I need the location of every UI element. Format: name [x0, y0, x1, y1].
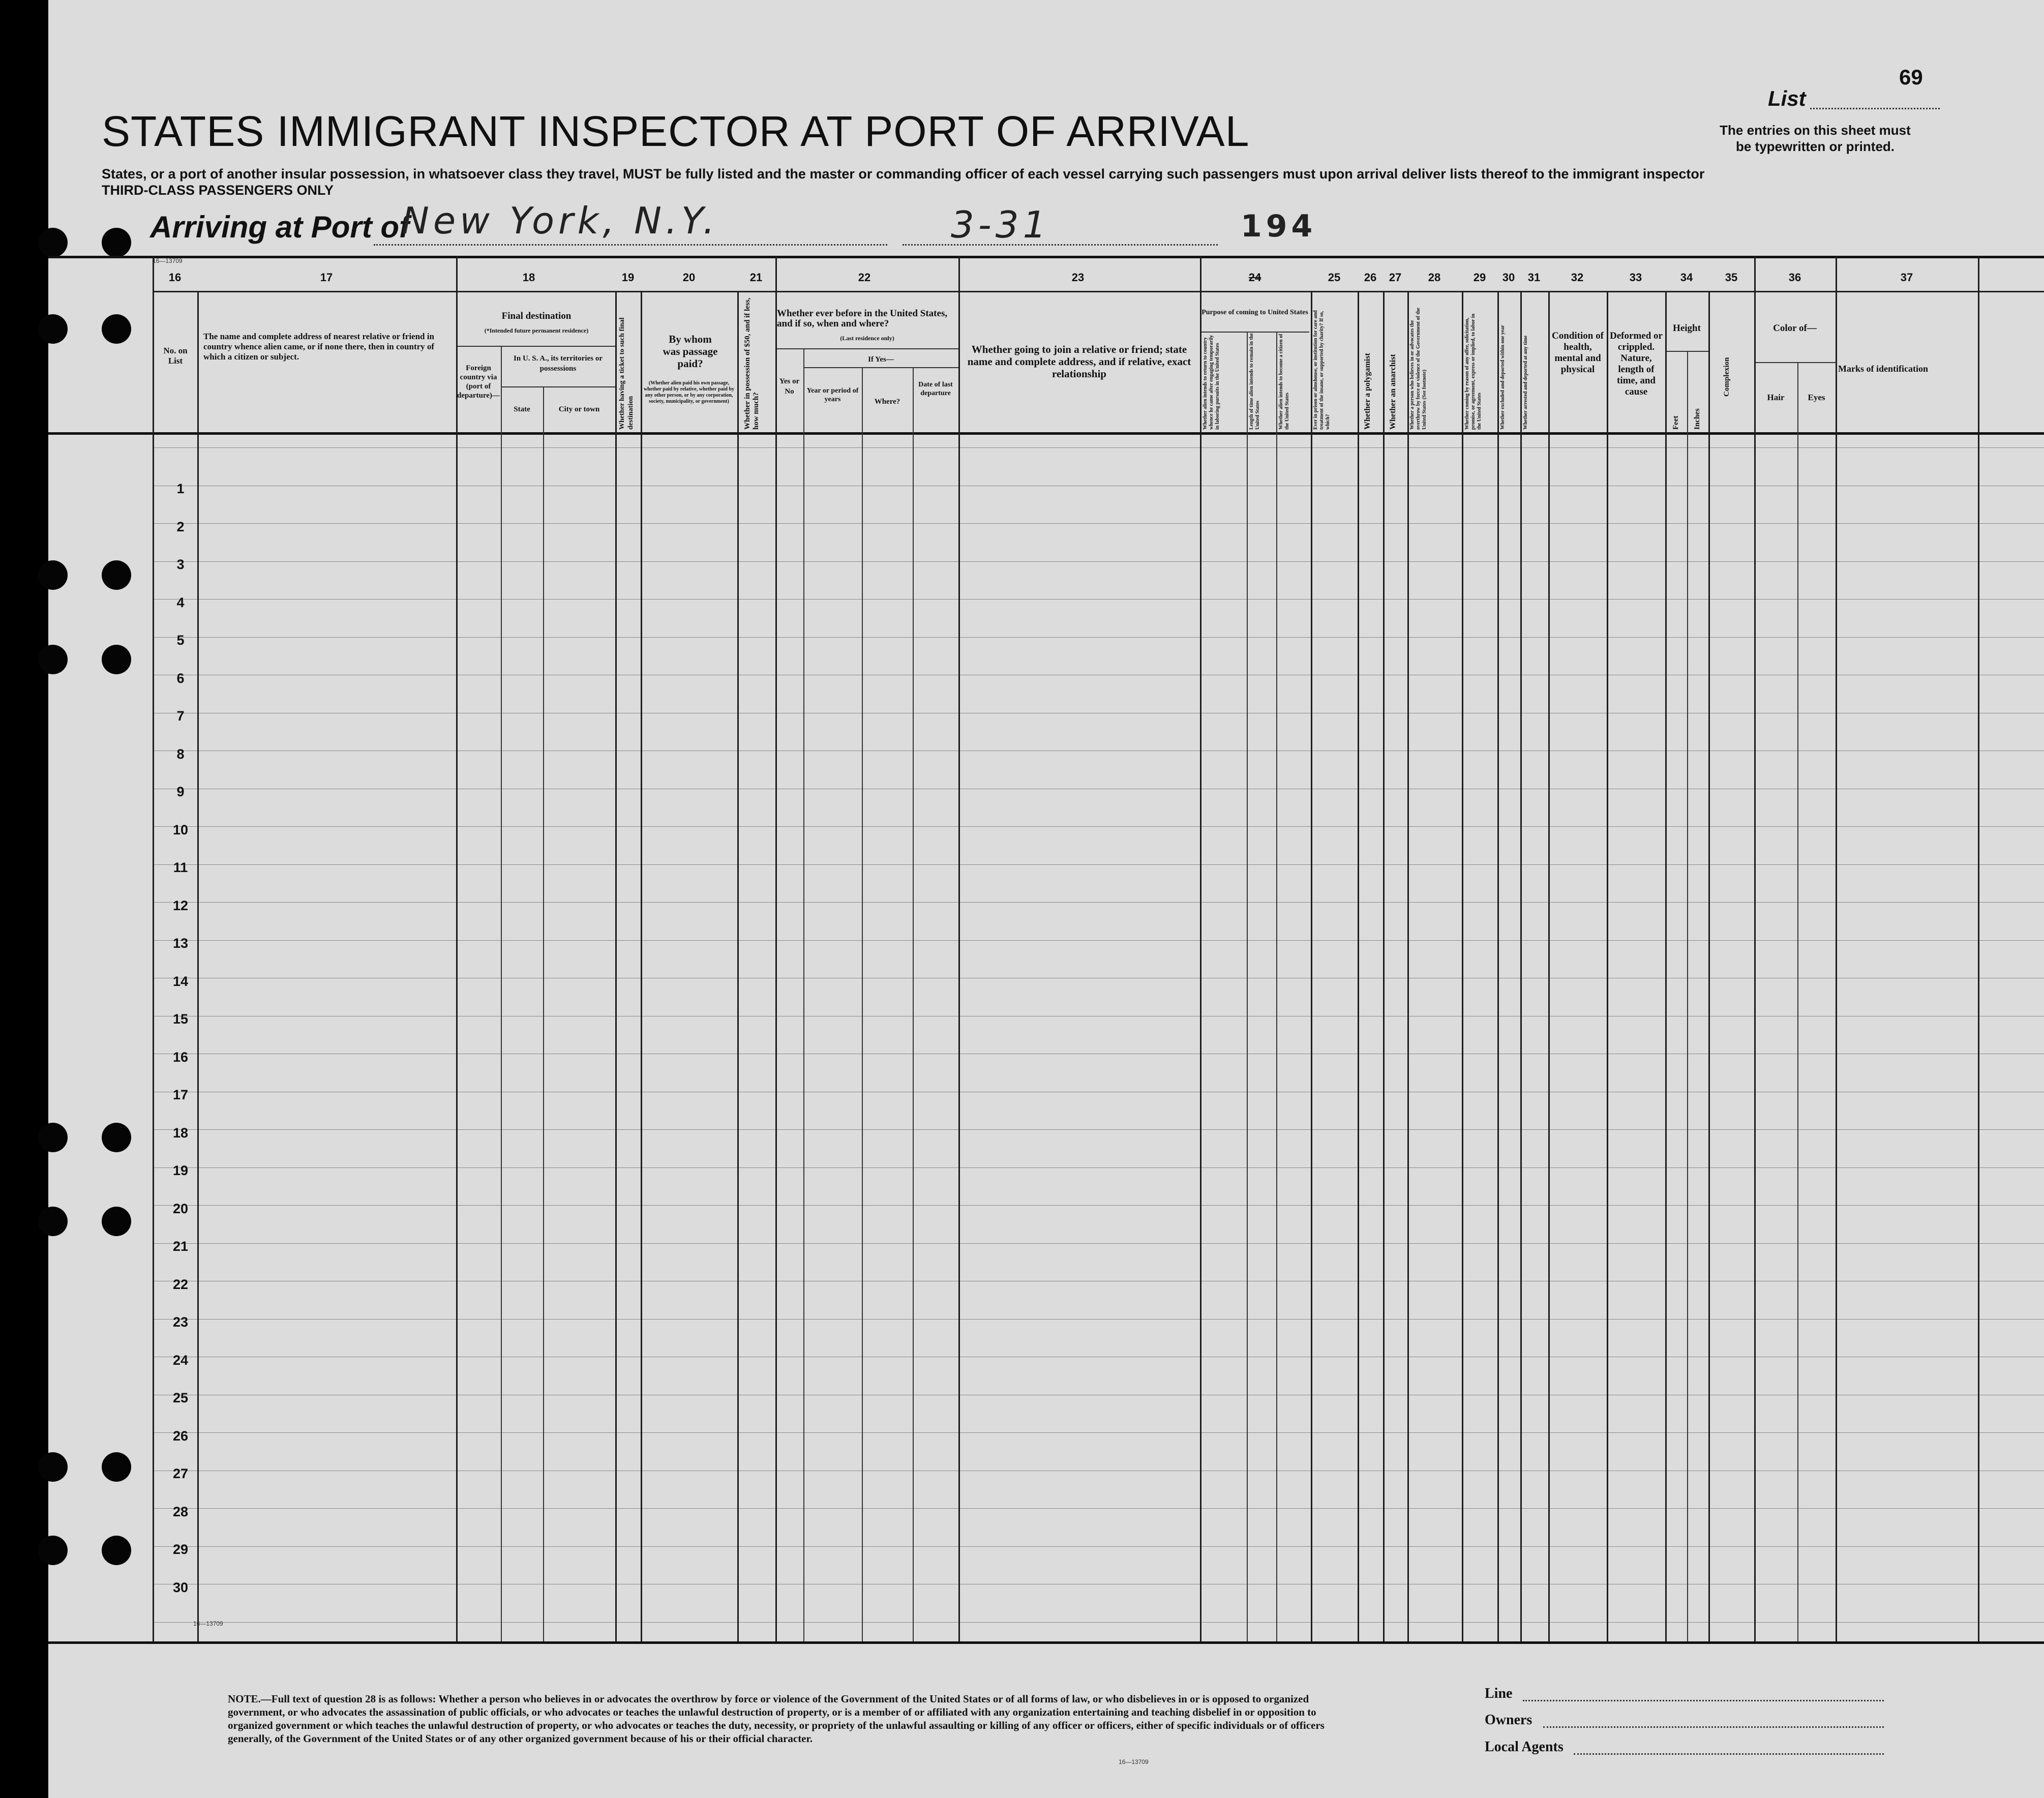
punch-hole	[38, 1123, 68, 1152]
col-number: 32	[1571, 271, 1584, 284]
footer-owners-field	[1543, 1726, 1884, 1728]
col-line	[1520, 291, 1522, 1641]
col18-city: City or town	[558, 405, 600, 413]
row-number: 6	[176, 671, 185, 686]
port-handwritten: New York, N.Y.	[402, 199, 719, 242]
form-code-bottom: 16—13709	[193, 1620, 223, 1627]
row-number: 18	[172, 1125, 189, 1141]
class-line: THIRD-CLASS PASSENGERS ONLY	[102, 183, 334, 198]
rule-c22-sub	[775, 348, 958, 349]
col-number: 19	[621, 271, 635, 284]
row-number: 29	[172, 1542, 189, 1557]
row-rule	[153, 1167, 2044, 1168]
col22-yesno: Yes or No	[779, 377, 800, 396]
col32-heading: Condition of health, mental and physical	[1552, 331, 1604, 375]
col31-heading: Whether arrested and deported at any time	[1523, 335, 1528, 430]
col-number: 34	[1680, 271, 1693, 284]
col24-b: Length of time alien intends to remain in the United States	[1249, 333, 1260, 430]
row-number: 20	[172, 1201, 189, 1216]
col-number: 30	[1502, 271, 1515, 284]
col36-heading: Color of—	[1773, 323, 1817, 334]
col25-heading: Ever in prison or almshouse, or institution for care and treatment of the insane, or supported by charity? If so, which?	[1313, 310, 1331, 430]
punch-hole	[102, 1452, 131, 1482]
col29-heading: Whether coming by reason of any offer, solicitation, promise, or agreement, express or implied, to labor in the United States	[1464, 313, 1482, 430]
col-line	[1978, 256, 1979, 1641]
col-number: 31	[1527, 271, 1541, 284]
row-number: 24	[172, 1353, 189, 1368]
row-number: 10	[172, 822, 189, 837]
punch-hole	[102, 228, 131, 257]
col-number: 36	[1788, 271, 1801, 284]
col-line	[1383, 291, 1385, 1641]
left-border	[0, 0, 48, 1798]
col22-ifyes: If Yes—	[868, 355, 894, 364]
col-line	[1276, 332, 1277, 1641]
col-number: 33	[1629, 271, 1642, 284]
row-rule	[153, 447, 2044, 448]
row-number: 8	[176, 746, 185, 762]
col34-inches: Inches	[1693, 408, 1701, 430]
col-number: 17	[320, 271, 333, 284]
typewritten-instruction: The entries on this sheet must be typewritten or printed.	[1720, 123, 1911, 154]
col-line	[153, 256, 154, 1641]
col20-note: (Whether alien paid his own passage, whether paid by relative, whether paid by any other person, or by any corporation, society, municipality, or government)	[643, 380, 735, 404]
date-handwritten: 3-31	[951, 203, 1050, 246]
rule-colnums	[153, 291, 2044, 292]
row-rule	[153, 1205, 2044, 1206]
col-number: 16	[168, 271, 182, 284]
col17-heading: The name and complete address of nearest relative or friend in country whence alien came, or if none there, then in country of which a citizen or subject.	[203, 332, 435, 362]
row-number: 7	[176, 708, 185, 724]
punch-hole	[38, 228, 68, 257]
col-number: 28	[1428, 271, 1441, 284]
row-rule	[153, 1319, 2044, 1320]
col-line	[958, 256, 960, 1641]
col-line	[197, 291, 199, 1641]
col-line	[737, 291, 739, 1641]
page-title: STATES IMMIGRANT INSPECTOR AT PORT OF ARRIVAL	[102, 107, 1250, 155]
row-rule	[153, 1243, 2044, 1244]
col-line	[1687, 351, 1688, 1641]
col-line	[1462, 291, 1463, 1641]
row-rule	[153, 637, 2044, 638]
col-line	[501, 346, 502, 1641]
col22-date: Date of last departure	[918, 381, 953, 397]
col-line	[1548, 291, 1550, 1641]
row-rule	[153, 940, 2044, 941]
col23-heading: Whether going to join a relative or friend; state name and complete address, and if relative, exact relationship	[967, 343, 1191, 380]
footnote-q28: NOTE.—Full text of question 28 is as follows: Whether a person who believes in or advocates the overthrow by force or violence of the Government of the United States or of all forms of law, or who disbelieves in or is opposed to organized government, or who advocates the assassination of public officials, or who advocates or teaches the unlawful destruction of property, or is a member of or affiliated with any organization entertaining and teaching disbelief in or opposition to organized government or which teaches the unlawful destruction of property, or who advocates or teaches the duty, necessity, or propriety of the unlawful assaulting or killing of any officer or officers, either of specific individuals or of officers generally, of the Government of the United States or of any other organized government because of his or their official character.	[228, 1693, 1325, 1745]
row-number: 9	[176, 784, 185, 799]
arriving-label: Arriving at Port of	[150, 210, 410, 244]
row-number: 17	[172, 1087, 189, 1102]
col-line	[1358, 291, 1359, 1641]
punch-hole	[38, 1207, 68, 1236]
row-number: 14	[172, 974, 189, 989]
row-rule	[153, 1546, 2044, 1547]
col18-foreign: Foreign country via (port of departure)—	[457, 364, 500, 400]
col-number: 21	[749, 271, 763, 284]
row-rule	[153, 864, 2044, 865]
col26-heading: Whether a polygamist	[1363, 353, 1372, 430]
rule-c18-sub	[456, 346, 615, 347]
rule-c24-sub	[1200, 332, 1309, 333]
punch-hole	[38, 1536, 68, 1565]
col18-heading: Final destination	[501, 311, 572, 321]
date-line	[903, 244, 1218, 246]
row-rule	[153, 599, 2044, 600]
col37-heading: Marks of identification	[1838, 364, 1928, 374]
row-number: 1	[176, 481, 185, 496]
col20-heading: By whom was passage paid?	[663, 333, 718, 370]
punch-hole	[38, 314, 68, 344]
row-number: 5	[176, 633, 185, 648]
col-line	[1665, 291, 1667, 1641]
col27-heading: Whether an anarchist	[1389, 354, 1397, 430]
footer-owners-label: Owners	[1485, 1712, 1532, 1728]
col36-hair: Hair	[1767, 393, 1785, 402]
col34-heading: Height	[1673, 323, 1701, 334]
rule-c36-sub	[1754, 362, 1836, 363]
row-number: 19	[172, 1163, 189, 1178]
rule-form-bottom	[48, 1641, 2044, 1644]
col-line	[1247, 332, 1248, 1641]
col-line	[543, 386, 544, 1641]
col-line	[1708, 291, 1710, 1641]
row-number: 27	[172, 1466, 189, 1481]
row-rule	[153, 1129, 2044, 1130]
row-number: 30	[172, 1580, 189, 1595]
footer-agents-label: Local Agents	[1485, 1739, 1564, 1755]
rule-top	[48, 256, 2044, 258]
col35-heading: Complexion	[1723, 357, 1731, 397]
col19-heading: Whether having a ticket to such final destination	[618, 317, 635, 430]
col-number: 35	[1725, 271, 1738, 284]
col22-heading: Whether ever before in the United States, and if so, when and where?	[777, 308, 948, 329]
row-rule	[153, 561, 2044, 562]
punch-hole	[102, 1207, 131, 1236]
col-number: 27	[1389, 271, 1402, 284]
row-number: 16	[172, 1050, 189, 1065]
row-rule	[153, 1508, 2044, 1509]
col-line	[775, 256, 777, 1641]
row-number: 15	[172, 1011, 189, 1027]
row-number: 21	[172, 1239, 189, 1254]
col-line	[641, 291, 642, 1641]
punch-hole	[102, 1123, 131, 1152]
row-number: 13	[172, 936, 189, 951]
year-handwritten: 194	[1241, 208, 1317, 244]
col-line	[456, 256, 458, 1641]
punch-hole	[38, 645, 68, 674]
row-number: 22	[172, 1277, 189, 1292]
col-line	[1497, 291, 1499, 1641]
row-rule	[153, 1622, 2044, 1623]
punch-hole	[102, 314, 131, 344]
col22-year: Year or period of years	[806, 387, 859, 403]
footer-line-label: Line	[1485, 1686, 1513, 1701]
form-code-top: 16—13709	[153, 257, 183, 264]
col18-usa: In U. S. A., its territories or possessions	[514, 354, 603, 373]
punch-hole	[102, 560, 131, 590]
col-number: 29	[1473, 271, 1486, 284]
col-line	[1311, 291, 1312, 1641]
col-line	[1754, 256, 1756, 1641]
row-number: 28	[172, 1504, 189, 1519]
col18-state: State	[514, 405, 530, 413]
punch-hole	[102, 1536, 131, 1565]
row-number: 25	[172, 1390, 189, 1405]
row-rule	[153, 826, 2044, 827]
row-rule	[153, 1432, 2044, 1433]
row-number: 11	[173, 860, 188, 875]
col-number: 26	[1364, 271, 1377, 284]
rule-header-bottom	[48, 432, 2044, 435]
port-line	[374, 244, 887, 246]
col22-where: Where?	[874, 398, 900, 406]
row-number: 12	[172, 898, 189, 913]
col16-heading: No. on List	[163, 346, 188, 366]
col34-feet: Feet	[1672, 415, 1680, 430]
list-number: 69	[1899, 65, 1923, 89]
punch-hole	[102, 645, 131, 674]
row-number: 26	[172, 1428, 189, 1444]
col-number: 37	[1900, 271, 1913, 284]
col-line	[1607, 291, 1608, 1641]
col21-heading: Whether in possession of $50, and if less, how much?	[743, 297, 760, 430]
col-number: 18	[522, 271, 535, 284]
footer-line-field	[1523, 1700, 1884, 1701]
punch-hole	[38, 560, 68, 590]
subtitle: States, or a port of another insular possession, in whatsoever class they travel, MUST be fully listed and the master or commanding officer of each vessel carrying such passengers must upon arrival deliver lists thereof to the immigrant inspector	[102, 166, 1705, 182]
manifest-sheet	[48, 0, 2044, 1798]
col-number: 23	[1071, 271, 1085, 284]
rule-c22-ifyes	[803, 367, 958, 368]
col28-heading: Whether a person who believes in or advocates the overthrow by force or violence of the Government of the United States (See footnote)	[1409, 308, 1427, 430]
col18-note: (*Intended future permanent residence)	[484, 327, 589, 334]
col24-a: Whether alien intends to return to country whence he came after engaging temporarily in laboring pursuits in the United States	[1203, 335, 1220, 430]
col-number: 22	[858, 271, 871, 284]
row-number: 2	[176, 519, 185, 534]
col24-heading: Purpose of coming to United States	[1201, 309, 1308, 316]
row-rule	[153, 523, 2044, 524]
footer-agents-field	[1574, 1753, 1884, 1755]
col-number: 24	[1248, 271, 1261, 284]
col24-c: Whether alien intends to become a citizen of the United States	[1278, 334, 1290, 430]
col36-eyes: Eyes	[1808, 393, 1825, 402]
row-number: 23	[172, 1314, 189, 1330]
col-line	[1200, 256, 1201, 1641]
col-line	[1836, 256, 1837, 1641]
col-number: 25	[1328, 271, 1341, 284]
row-number: 4	[176, 595, 185, 610]
col-line	[615, 291, 617, 1641]
col-line	[803, 348, 804, 1641]
col33-heading: Deformed or crippled. Nature, length of time, and cause	[1610, 331, 1663, 397]
col-line	[1797, 362, 1798, 1641]
col-line	[862, 367, 863, 1641]
col30-heading: Whether excluded and deported within one year	[1500, 325, 1506, 430]
col-line	[1407, 291, 1409, 1641]
rule-c18-usa	[501, 386, 615, 387]
row-number: 3	[176, 557, 185, 572]
list-dotted-line	[1810, 108, 1940, 109]
punch-hole	[38, 1452, 68, 1482]
list-label: List	[1768, 86, 1806, 110]
col-number: 20	[682, 271, 696, 284]
col22-note: (Last residence only)	[840, 335, 894, 342]
row-rule	[153, 902, 2044, 903]
col-line	[913, 367, 914, 1641]
footnote-code: 16—13709	[1119, 1758, 1149, 1765]
